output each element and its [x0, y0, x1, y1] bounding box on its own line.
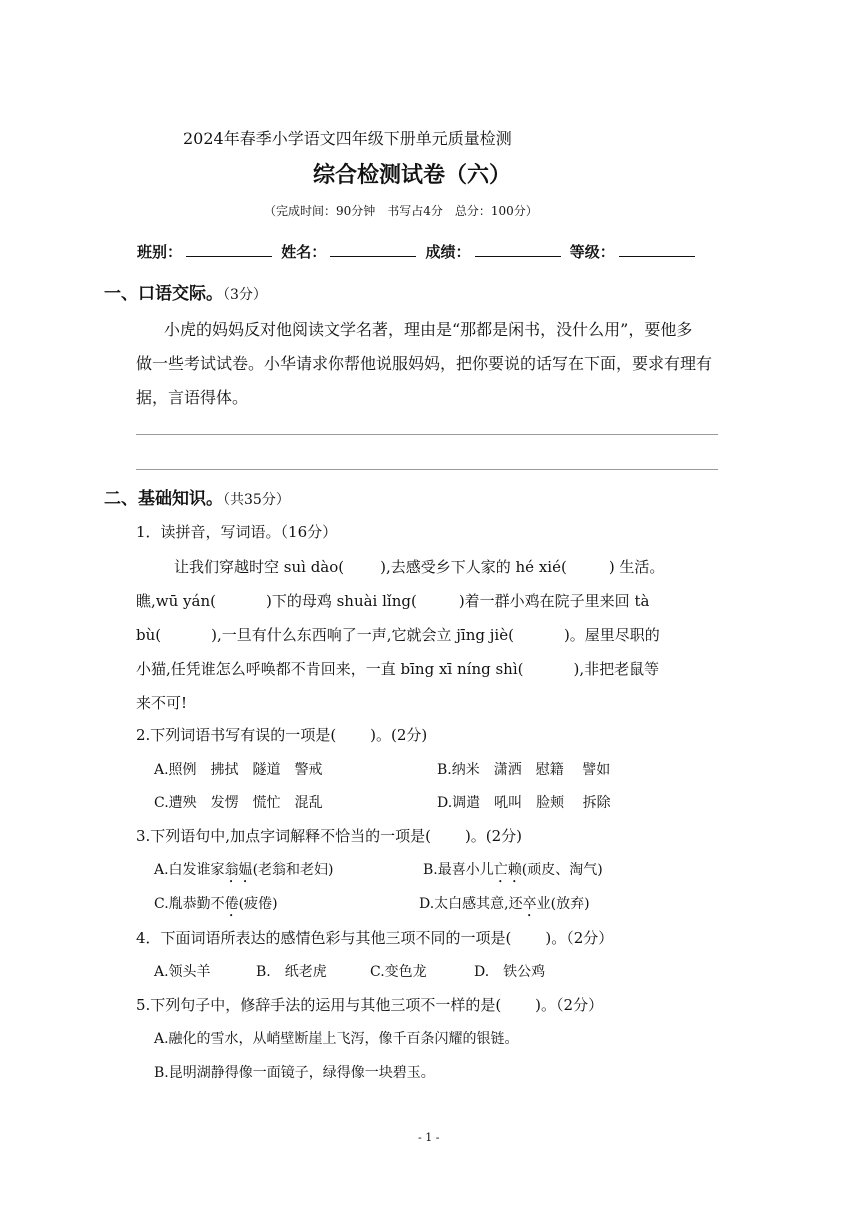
- section1-points: （3分）: [223, 287, 267, 303]
- q3-option-text: 业(放弃): [536, 896, 590, 912]
- q2-title-text: 2.下列词语书写有误的一项是(: [136, 726, 337, 744]
- q1-text: 小猫,任凭谁怎么呼唤都不肯回来，一直 bīng xī níng shì(: [136, 660, 524, 678]
- q5-option-a[interactable]: A.融化的雪水，从峭壁断崖上飞泻，像千百条闪耀的银链。: [154, 1031, 519, 1047]
- q1-text: ),一旦有什么东西响了一声,它就会立 jīng jiè(: [211, 626, 514, 644]
- q1-text: ) 生活。: [608, 558, 665, 576]
- section1-paragraph-line: 做一些考试试卷。小华请求你帮他说服妈妈，把你要说的话写在下面，要求有理有: [136, 354, 713, 373]
- name-label: 姓名：: [281, 243, 327, 261]
- q1-text: ),非把老鼠等: [573, 660, 660, 678]
- q3-option-c[interactable]: [154, 893, 278, 920]
- exam-title: 综合检测试卷（六）: [313, 162, 512, 188]
- name-field[interactable]: [330, 242, 416, 257]
- grade-field[interactable]: [619, 242, 695, 257]
- q3-title-text: )。(2分): [464, 827, 523, 845]
- q3-option-text: (顽皮、淘气): [521, 862, 603, 878]
- q1-text: )。屋里尽职的: [563, 626, 660, 644]
- exam-subtitle: 2024年春季小学语文四年级下册单元质量检测: [183, 129, 512, 148]
- dotted-word: 倦: [224, 896, 239, 912]
- answer-line[interactable]: [136, 469, 718, 470]
- q3-option-b[interactable]: [423, 859, 603, 886]
- q4-option-d[interactable]: D. 铁公鸡: [474, 964, 546, 980]
- q4-option-a[interactable]: A.领头羊: [154, 964, 211, 980]
- q1-line: [174, 556, 664, 577]
- q4-title-text: 4．下面词语所表达的感情色彩与其他三项不同的一项是(: [136, 929, 512, 947]
- dotted-word: 翁媪: [224, 862, 253, 878]
- grade-label: 等级：: [569, 243, 615, 261]
- score-field[interactable]: [475, 242, 561, 257]
- q1-text: 瞧,wū yán(: [136, 592, 216, 610]
- q3-option-text: A.白发谁家: [154, 862, 225, 878]
- q2-option-d[interactable]: D.调遣 吼叫 脸颊 拆除: [437, 795, 611, 811]
- class-label: 班别：: [137, 243, 183, 261]
- class-field[interactable]: [186, 242, 272, 257]
- answer-line[interactable]: [136, 434, 718, 435]
- q4-title-text: )。（2分）: [545, 929, 614, 947]
- q4-option-b[interactable]: B. 纸老虎: [256, 964, 327, 980]
- exam-info: （完成时间：90分钟 书写占4分 总分：100分）: [264, 204, 538, 218]
- q1-line: [136, 658, 659, 679]
- section1-paragraph-line: 小虎的妈妈反对他阅读文学名著，理由是“那都是闲书，没什么用”，要他多: [164, 320, 693, 339]
- section2-points: （共35分）: [223, 492, 290, 508]
- dotted-word: 卒: [522, 896, 537, 912]
- q3-title-text: 3.下列语句中,加点字词解释不恰当的一项是(: [136, 827, 431, 845]
- q1-text: )下的母鸡 shuài lǐng(: [265, 592, 417, 610]
- q1-line: 来不可!: [136, 694, 188, 712]
- q2-option-b[interactable]: B.纳米 潇洒 慰籍 譬如: [437, 762, 611, 778]
- q3-title: [136, 825, 522, 846]
- page-number: - 1 -: [418, 1131, 440, 1144]
- q2-option-c[interactable]: C.遭殃 发愣 慌忙 混乱: [154, 795, 323, 811]
- section2-heading: [104, 484, 290, 509]
- q4-option-c[interactable]: C.变色龙: [370, 964, 427, 980]
- q2-option-a[interactable]: A.照例 拂拭 隧道 警戒: [154, 762, 323, 778]
- q4-title: [136, 927, 613, 948]
- q2-title: [136, 724, 427, 745]
- q5-title-text: 5.下列句子中，修辞手法的运用与其他三项不一样的是(: [136, 996, 502, 1014]
- q1-text: 让我们穿越时空 suì dào(: [174, 558, 345, 576]
- section2-title: 二、基础知识。: [104, 489, 223, 509]
- q5-title-text: )。（2分）: [535, 996, 604, 1014]
- q1-title: 1．读拼音，写词语。（16分）: [136, 523, 338, 541]
- q1-text: bù(: [136, 626, 162, 644]
- q3-option-text: B.最喜小儿: [423, 862, 494, 878]
- q1-text: ),去感受乡下人家的 hé xié(: [380, 558, 567, 576]
- student-info-row: [137, 241, 699, 262]
- q3-option-a[interactable]: [154, 859, 334, 886]
- q1-text: )着一群小鸡在院子里来回 tà: [458, 592, 650, 610]
- q5-title: [136, 994, 603, 1015]
- q5-option-b[interactable]: B.昆明湖静得像一面镜子，绿得像一块碧玉。: [154, 1065, 435, 1081]
- section1-heading: [104, 279, 267, 304]
- q3-option-text: C.胤恭勤不: [154, 896, 225, 912]
- section1-paragraph-line: 据，言语得体。: [136, 388, 249, 407]
- q2-title-text: )。(2分): [370, 726, 428, 744]
- q3-option-text: D.太白感其意,还: [419, 896, 523, 912]
- q3-option-d[interactable]: [419, 893, 590, 920]
- q1-line: [136, 590, 649, 611]
- q3-option-text: (疲倦): [238, 896, 278, 912]
- q1-line: [136, 624, 660, 645]
- section1-title: 一、口语交际。: [104, 284, 223, 304]
- q3-option-text: (老翁和老妇): [252, 862, 334, 878]
- dotted-word: 亡赖: [493, 862, 522, 878]
- score-label: 成绩：: [425, 243, 471, 261]
